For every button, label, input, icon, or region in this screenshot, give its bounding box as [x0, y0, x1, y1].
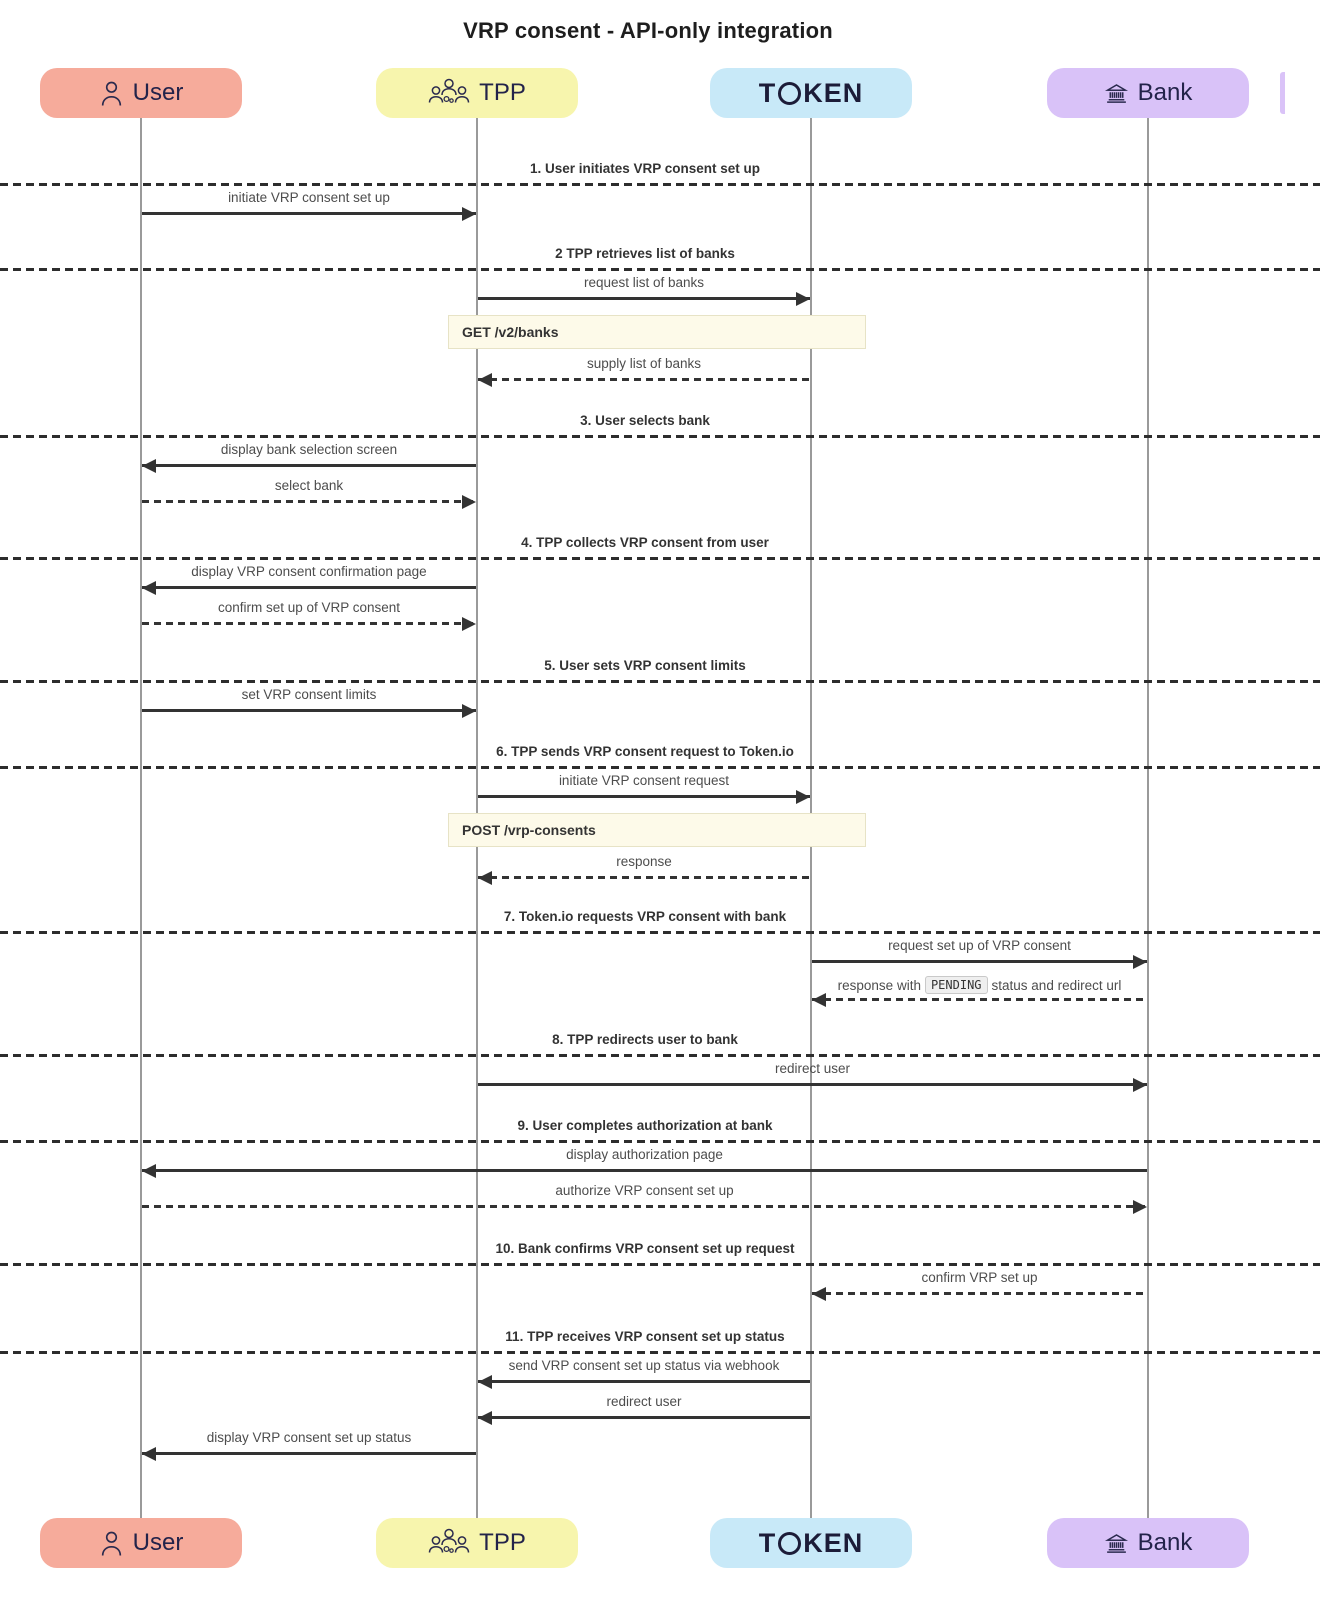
section-title: 3. User selects bank: [580, 413, 710, 428]
message-arrowhead: [478, 1411, 492, 1425]
actor-label: TPP: [479, 79, 526, 106]
section-title: 7. Token.io requests VRP consent with bank: [503, 909, 787, 924]
message-line: [478, 297, 810, 300]
actor-label: Bank: [1137, 79, 1193, 106]
message-arrowhead: [796, 790, 810, 804]
message-line: [142, 212, 476, 215]
message-label: display bank selection screen: [220, 442, 398, 457]
section-title: 1. User initiates VRP consent set up: [529, 161, 761, 176]
actor-box-bank-top: [1047, 68, 1249, 118]
actor-box-bank-bottom: [1047, 1518, 1249, 1568]
section-title: 5. User sets VRP consent limits: [544, 658, 746, 673]
bank-icon: [1104, 81, 1129, 106]
message-label: select bank: [274, 478, 344, 493]
message-label: request set up of VRP consent: [888, 938, 1071, 953]
message-arrowhead: [142, 1447, 156, 1461]
actor-label: TPP: [479, 1529, 526, 1556]
message-label: send VRP consent set up status via webhook: [508, 1358, 780, 1373]
message-arrowhead: [1133, 1200, 1147, 1214]
people-gear-icon: [428, 1528, 470, 1558]
section-divider: [0, 268, 1320, 271]
token-logo-o: [778, 82, 801, 105]
message-arrowhead: [1133, 955, 1147, 969]
message-arrowhead: [462, 704, 476, 718]
token-logo-letter: T: [758, 77, 777, 108]
message-line: [478, 1416, 810, 1419]
message-line: [142, 1205, 1147, 1208]
section-title: 8. TPP redirects user to bank: [552, 1032, 738, 1047]
message-line: [812, 960, 1147, 963]
message-arrowhead: [462, 495, 476, 509]
message-label: [811, 976, 1148, 994]
message-arrowhead: [142, 459, 156, 473]
message-label: display authorization page: [566, 1147, 723, 1162]
message-label: redirect user: [606, 1394, 682, 1409]
message-arrowhead: [462, 207, 476, 221]
message-label: response: [616, 854, 672, 869]
message-arrowhead: [812, 993, 826, 1007]
token-logo-letter: N: [842, 1527, 864, 1558]
actor-box-token-top: [710, 68, 912, 118]
token-logo: [759, 1528, 864, 1559]
actor-box-tpp-bottom: [376, 1518, 578, 1568]
message-line: [812, 998, 1147, 1001]
message-line: [812, 1292, 1147, 1295]
message-line: [142, 586, 476, 589]
message-label: confirm VRP set up: [921, 1270, 1038, 1285]
message-arrowhead: [796, 292, 810, 306]
section-divider: [0, 557, 1320, 560]
section-divider: [0, 1140, 1320, 1143]
message-line: [142, 622, 476, 625]
message-arrowhead: [812, 1287, 826, 1301]
actor-label: User: [132, 79, 184, 106]
message-label-text: status and redirect url: [991, 977, 1122, 993]
token-logo-letter: N: [842, 77, 864, 108]
clipped-actor-strip: [1280, 72, 1285, 114]
token-logo-letter: E: [823, 77, 843, 108]
message-line: [478, 378, 810, 381]
token-logo-o: [778, 1532, 801, 1555]
actor-label: User: [132, 1529, 184, 1556]
section-title: 2 TPP retrieves list of banks: [555, 246, 735, 261]
actor-label: Bank: [1137, 1529, 1193, 1556]
token-logo-letter: K: [803, 77, 824, 108]
person-icon: [99, 1530, 124, 1557]
message-label: request list of banks: [583, 275, 705, 290]
message-line: [478, 1380, 810, 1383]
message-line: [142, 1452, 476, 1455]
actor-box-user-bottom: [40, 1518, 242, 1568]
message-label: display VRP consent set up status: [206, 1430, 412, 1445]
diagram-title: VRP consent - API-only integration: [463, 18, 833, 43]
section-divider: [0, 183, 1320, 186]
actor-box-token-bottom: [710, 1518, 912, 1568]
section-divider: [0, 766, 1320, 769]
section-divider: [0, 1054, 1320, 1057]
people-gear-icon: [428, 78, 470, 108]
message-label: set VRP consent limits: [241, 687, 377, 702]
section-divider: [0, 1263, 1320, 1266]
section-title: 11. TPP receives VRP consent set up status: [505, 1329, 785, 1344]
actor-lifeline-bank: [1147, 118, 1149, 1518]
message-line: [478, 1083, 1147, 1086]
section-divider: [0, 1351, 1320, 1354]
message-arrowhead: [462, 617, 476, 631]
message-label: redirect user: [774, 1061, 851, 1076]
message-arrowhead: [478, 1375, 492, 1389]
section-title: 9. User completes authorization at bank: [517, 1118, 773, 1133]
actor-box-tpp-top: [376, 68, 578, 118]
actor-lifeline-user: [140, 118, 142, 1518]
section-divider: [0, 435, 1320, 438]
bank-icon: [1104, 1531, 1129, 1556]
message-arrowhead: [478, 373, 492, 387]
api-note: GET /v2/banks: [448, 315, 866, 349]
message-label: confirm set up of VRP consent: [217, 600, 401, 615]
message-line: [142, 500, 476, 503]
message-arrowhead: [1133, 1078, 1147, 1092]
section-title: 6. TPP sends VRP consent request to Token.io: [496, 744, 794, 759]
token-logo-letter: K: [803, 1527, 824, 1558]
message-line: [478, 876, 810, 879]
token-logo-letter: T: [758, 1527, 777, 1558]
message-arrowhead: [142, 581, 156, 595]
section-title: 10. Bank confirms VRP consent set up request: [495, 1241, 795, 1256]
message-label-text: response with: [837, 977, 921, 993]
section-title: 4. TPP collects VRP consent from user: [521, 535, 769, 550]
message-label: display VRP consent confirmation page: [191, 564, 427, 579]
pending-badge: PENDING: [925, 976, 988, 994]
actor-box-user-top: [40, 68, 242, 118]
token-logo-letter: E: [823, 1527, 843, 1558]
section-divider: [0, 931, 1320, 934]
token-logo: [759, 78, 864, 109]
message-line: [142, 464, 476, 467]
message-label: authorize VRP consent set up: [555, 1183, 734, 1198]
person-icon: [99, 80, 124, 107]
message-label: supply list of banks: [586, 356, 702, 371]
message-line: [478, 795, 810, 798]
message-arrowhead: [478, 871, 492, 885]
message-label: initiate VRP consent request: [558, 773, 730, 788]
message-line: [142, 1169, 1147, 1172]
section-divider: [0, 680, 1320, 683]
message-arrowhead: [142, 1164, 156, 1178]
message-label: initiate VRP consent set up: [228, 190, 390, 205]
message-line: [142, 709, 476, 712]
api-note: POST /vrp-consents: [448, 813, 866, 847]
